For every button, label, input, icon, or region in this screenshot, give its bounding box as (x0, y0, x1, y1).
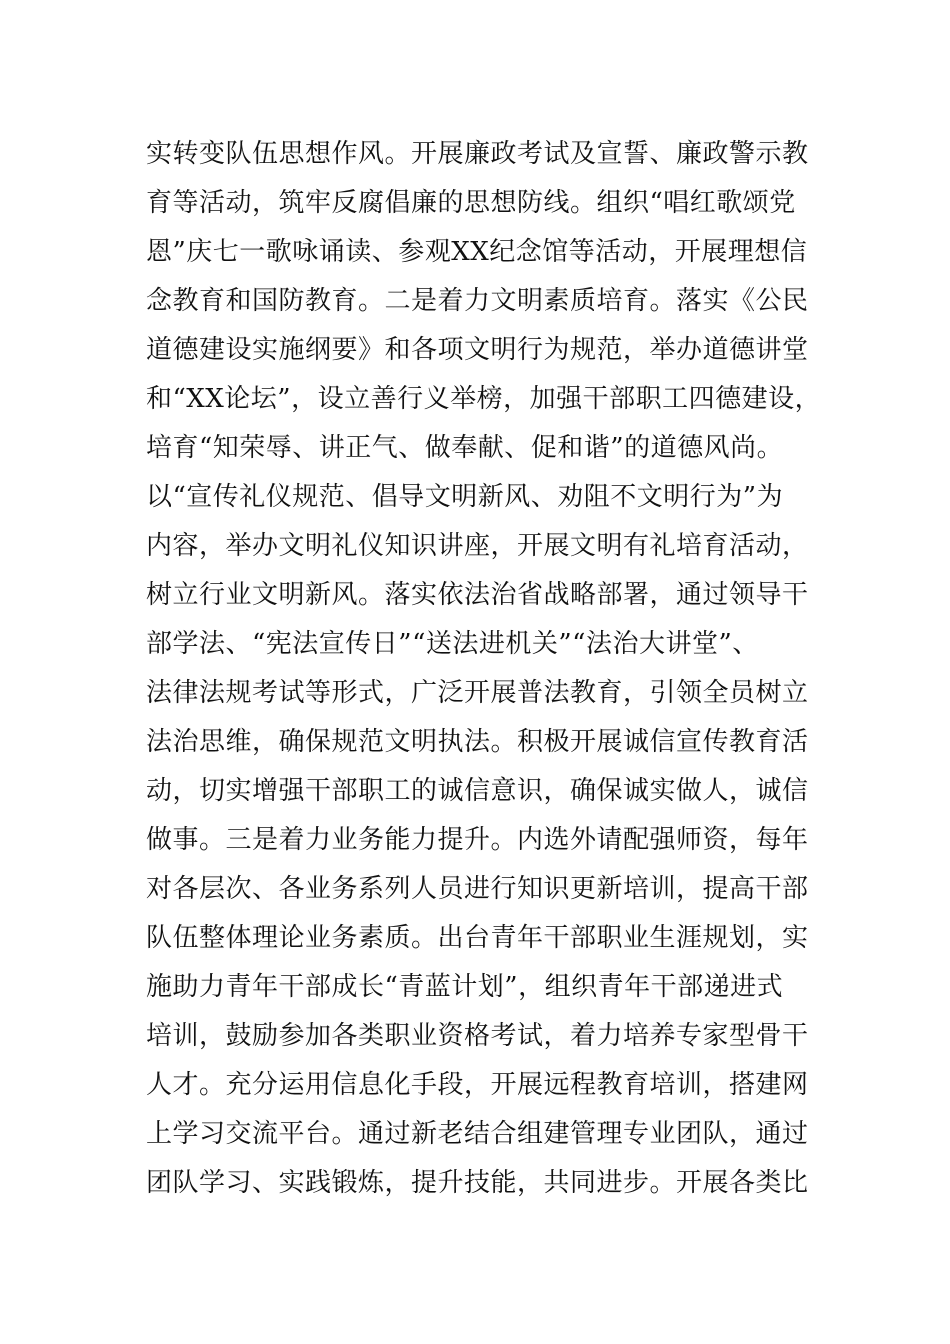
text-line: 培育“知荣辱、讲正气、做奉献、促和谐”的道德风尚。 (146, 433, 784, 463)
text-line: 法治思维，确保规范文明执法。积极开展诚信宣传教育活 (146, 727, 809, 757)
body-text (146, 130, 846, 1208)
text-line: 和“XX论坛”，设立善行义举榜，加强干部职工四德建设， (146, 384, 822, 414)
text-line: 恩”庆七一歌咏诵读、参观XX纪念馆等活动，开展理想信 (146, 237, 808, 267)
text-line: 施助力青年干部成长“青蓝计划”，组织青年干部递进式 (146, 972, 784, 1002)
text-line: 对各层次、各业务系列人员进行知识更新培训，提高干部 (146, 874, 809, 904)
text-line: 法律法规考试等形式，广泛开展普法教育，引领全员树立 (146, 678, 809, 708)
text-line: 人才。充分运用信息化手段，开展远程教育培训，搭建网 (146, 1070, 809, 1100)
text-line: 队伍整体理论业务素质。出台青年干部职业生涯规划，实 (146, 923, 809, 953)
text-line: 树立行业文明新风。落实依法治省战略部署，通过领导干 (146, 580, 809, 610)
text-line: 念教育和国防教育。二是着力文明素质培育。落实《公民 (146, 286, 809, 316)
text-line: 育等活动，筑牢反腐倡廉的思想防线。组织“唱红歌颂党 (146, 188, 796, 218)
text-line: 培训，鼓励参加各类职业资格考试，着力培养专家型骨干 (146, 1021, 809, 1051)
text-line: 动，切实增强干部职工的诚信意识，确保诚实做人，诚信 (146, 776, 809, 806)
text-line: 以“宣传礼仪规范、倡导文明新风、劝阻不文明行为”为 (146, 482, 784, 512)
text-line: 部学法、“宪法宣传日”“送法进机关”“法治大讲堂”、 (146, 629, 759, 659)
text-line: 团队学习、实践锻炼，提升技能，共同进步。开展各类比 (146, 1168, 809, 1198)
text-line: 做事。三是着力业务能力提升。内选外请配强师资，每年 (146, 825, 809, 855)
text-line: 上学习交流平台。通过新老结合组建管理专业团队，通过 (146, 1119, 809, 1149)
text-line: 内容，举办文明礼仪知识讲座，开展文明有礼培育活动， (146, 531, 809, 561)
text-line: 实转变队伍思想作风。开展廉政考试及宣誓、廉政警示教 (146, 139, 809, 169)
text-line: 道德建设实施纲要》和各项文明行为规范，举办道德讲堂 (146, 335, 809, 365)
